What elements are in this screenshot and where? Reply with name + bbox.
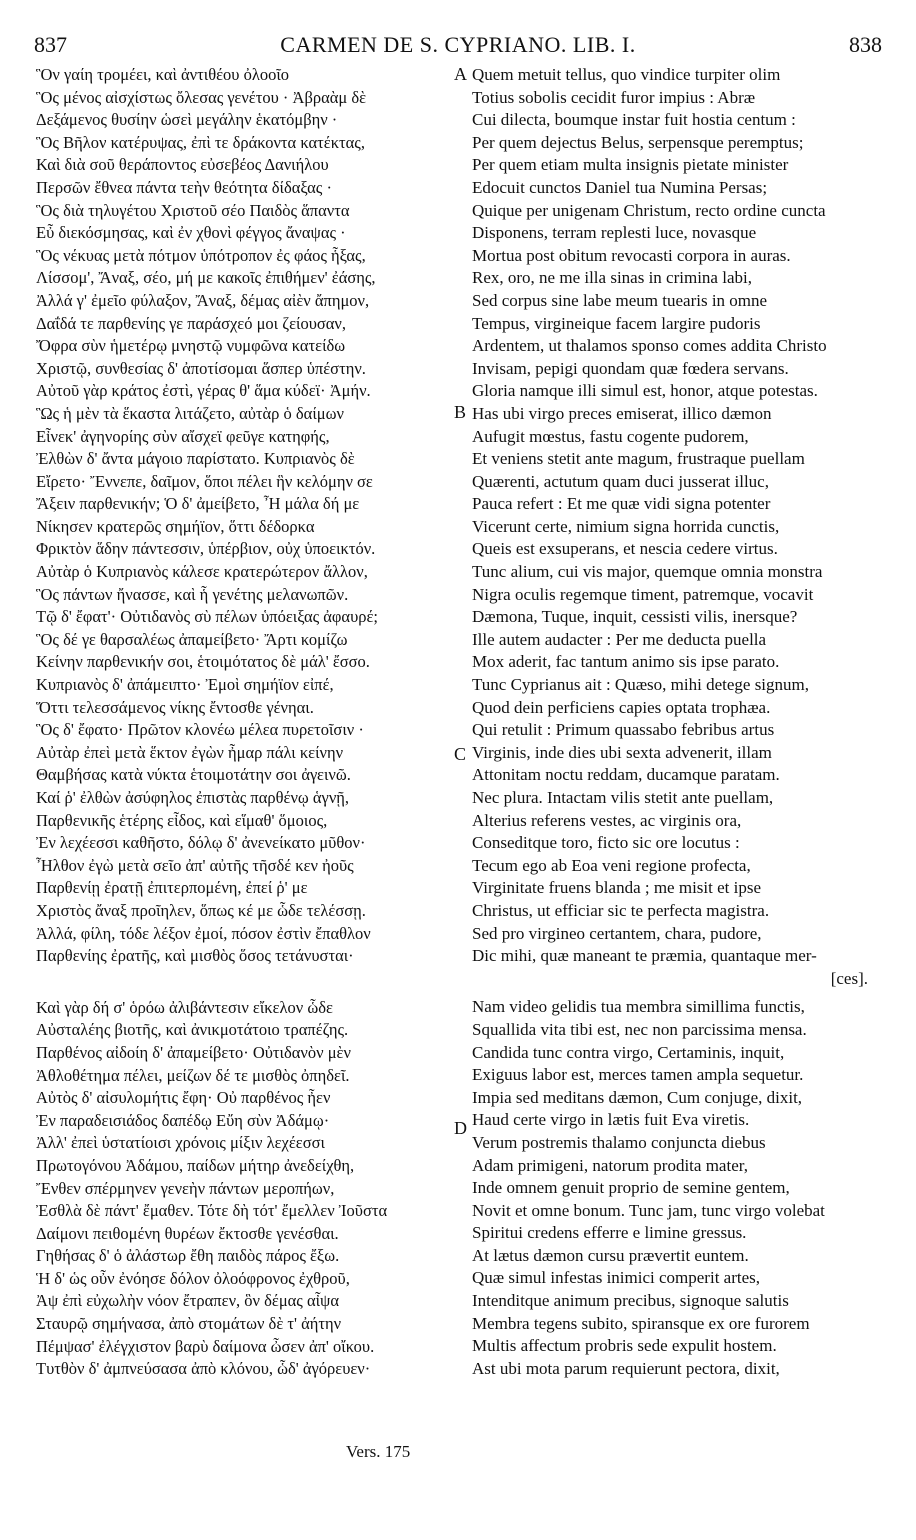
- section-marker-a: A: [454, 64, 467, 84]
- latin-verse-line: Impia sed meditans dæmon, Cum conjuge, dixit,: [472, 1087, 803, 1107]
- latin-verse-line: Exiguus labor est, merces tamen ampla sequetur.: [472, 1065, 804, 1085]
- page-header: [0, 24, 916, 58]
- latin-verse-line: Vicerunt certe, nimium signa horrida cunctis,: [472, 516, 780, 536]
- greek-verse-line: Ἀλλά, φίλη, τόδε λέξον ἐμοί, πόσον ἐστὶν ἔπαθλον: [36, 923, 371, 943]
- latin-verse-line: Conseditque toro, ficto sic ore locutus :: [472, 833, 740, 853]
- greek-verse-line: Αὐτὸς δ' αἰσυλομήτις ἔφη· Οὐ παρθένος ἦεν: [36, 1088, 331, 1108]
- latin-verse-line: Intenditque animum precibus, signoque salutis: [472, 1291, 789, 1311]
- greek-verse-line: Δεξάμενος θυσίην ὡσεὶ μεγάλην ἑκατόμβην ·: [36, 110, 338, 130]
- greek-verse-line: Ἡ δ' ὡς οὖν ἐνόησε δόλον ὀλοόφρονος ἐχθροῦ,: [36, 1268, 350, 1288]
- latin-verse-line: Quique per unigenam Christum, recto ordine cuncta: [472, 200, 826, 220]
- greek-verse-line: Ἀλλά γ' ἐμεῖο φύλαξον, Ἄναξ, δέμας αἰὲν ἄπημον,: [36, 290, 370, 310]
- greek-verse-line: Κυπριανὸς δ' ἀπάμειπτο· Ἐμοὶ σημήϊον εἰπέ,: [36, 675, 334, 695]
- latin-verse-line: Cui dilecta, boumque instar fuit hostia centum :: [472, 110, 796, 130]
- greek-verse-line: Ὃς νέκυας μετὰ πότμον ὑπότροπον ἐς φάος ἧξας,: [36, 245, 366, 265]
- latin-verse-line: Has ubi virgo preces emiserat, illico dæmon: [472, 403, 772, 423]
- greek-verse-line: Καὶ διὰ σοῦ θεράποντος εὐσεβέος Δανιήλου: [36, 155, 329, 175]
- greek-verse-line: Ὃς πάντων ἤνασσε, καὶ ἧ γενέτης μελανωπῶν.: [36, 584, 349, 604]
- page-number-right: 838: [849, 32, 882, 57]
- latin-carryover: [ces].: [830, 968, 868, 988]
- greek-verse-line: Εὖ διεκόσμησας, καὶ ἐν χθονὶ φέγγος ἄναψας ·: [36, 223, 346, 243]
- latin-verse-line: Mortua post obitum revocasti corpora in auras.: [472, 245, 791, 265]
- greek-verse-line: Πρωτογόνου Ἀδάμου, παίδων μήτηρ ἀνεδείχθη,: [36, 1155, 355, 1175]
- greek-verse-line: Ὃς Βῆλον κατέρυψας, ἐπὶ τε δράκοντα κατέκτας,: [36, 132, 365, 152]
- latin-verse-line: Quod dein perficiens capies optata trophæa.: [472, 697, 771, 717]
- latin-verse-line: Tempus, virgineique facem largire pudoris: [472, 313, 761, 333]
- section-marker-b: B: [454, 402, 467, 422]
- stanza-gap: [36, 968, 456, 997]
- latin-verse-line: Haud certe virgo in lætis fuit Eva viretis.: [472, 1110, 750, 1130]
- latin-verse-line: Quærenti, actutum quam duci jusserat illuc,: [472, 471, 769, 491]
- section-marker-c: C: [454, 744, 467, 764]
- latin-verse-line: Virginitate fruens blanda ; me misit et ipse: [472, 878, 762, 898]
- latin-verse-line: Adam primigeni, natorum prodita mater,: [472, 1155, 748, 1175]
- greek-verse-line: Τυτθὸν δ' ἀμπνεύσασα ἀπὸ κλόνου, ὧδ' ἀγόρευεν·: [36, 1359, 371, 1379]
- latin-verse-line: Edocuit cunctos Daniel tua Numina Persas;: [472, 177, 768, 197]
- latin-verse-line: Tecum ego ab Eoa veni regione profecta,: [472, 855, 751, 875]
- greek-verse-line: Ἐν λεχέεσσι καθῆστο, δόλῳ δ' ἀνενείκατο μῦθον·: [36, 833, 366, 853]
- greek-verse-line: Ἔνθεν σπέρμηνεν γενεὴν πάντων μεροπήων,: [36, 1178, 335, 1198]
- latin-verse-line: Spiritui credens efferre e limine gressus.: [472, 1223, 747, 1243]
- greek-verse-line: Καὶ γὰρ δή σ' ὁρόω ἀλιβάντεσιν εἴκελον ὧδε: [36, 997, 333, 1017]
- greek-verse-line: Ἀψ ἐπὶ εὐχωλὴν νόον ἔτραπεν, ὃν δέμας αἶψα: [36, 1291, 340, 1311]
- latin-verse-line: Queis est exsuperans, et nescia cedere virtus.: [472, 539, 778, 559]
- greek-verse-line: Φρικτὸν ἅδην πάντεσσιν, ὑπέρβιον, οὐχ ὑποεικτόν.: [36, 539, 376, 559]
- greek-verse-line: Ἀθλοθέτημα πέλει, μείζων δέ τε μισθὸς ὀπηδεῖ.: [36, 1065, 350, 1085]
- latin-verse-line: Mox aderit, fac tantum animo sis ipse parato.: [472, 652, 780, 672]
- latin-verse-line: Ardentem, ut thalamos sponso comes addita Christo: [472, 336, 827, 356]
- latin-verse-line: Totius sobolis cecidit furor impius : Abræ: [472, 87, 756, 107]
- running-title: CARMEN DE S. CYPRIANO. LIB. I.: [280, 32, 636, 57]
- greek-verse-line: Καί ῥ' ἐλθὼν ἀσύφηλος ἐπιστὰς παρθένῳ ἁγνῇ,: [36, 788, 350, 807]
- greek-verse-line: Πέμψασ' ἐλέγχιστον βαρὺ δαίμονα ὦσεν ἀπ' οἴκου.: [36, 1336, 375, 1356]
- greek-verse-line: Παρθενικῆς ἑτέρης εἶδος, καὶ εἵμαθ' ὅμοιος,: [36, 810, 328, 830]
- latin-verse-line: Squallida vita tibi est, nec non parcissima mensa.: [472, 1019, 807, 1039]
- section-marker-d: D: [454, 1118, 467, 1138]
- latin-verse-line: Quem metuit tellus, quo vindice turpiter olim: [472, 65, 781, 84]
- greek-verse-line: Αὐτὰρ ἐπεὶ μετὰ ἕκτον ἐγὼν ἦμαρ πάλι κείνην: [36, 742, 344, 762]
- latin-verse-line: Aufugit mœstus, fastu cogente pudorem,: [472, 426, 749, 446]
- greek-verse-line: Εἶνεκ' ἀγηνορίης σὺν αἴσχεϊ φεῦγε κατηφής,: [36, 426, 330, 446]
- greek-verse-line: Κείνην παρθενικήν σοι, ἑτοιμότατος δὲ μάλ' ἔσσο.: [36, 652, 370, 672]
- greek-verse-line: Δαίμονι πειθομένη θυρέων ἔκτοσθε γενέσθαι.: [36, 1223, 339, 1243]
- verse-number-footer: Vers. 175: [346, 1442, 411, 1461]
- greek-verse-line: Ἦλθον ἐγὼ μετὰ σεῖο ἀπ' αὐτῆς τῆσδέ κεν ἠοῦς: [36, 855, 354, 875]
- latin-verse-line: Nec plura. Intactam vilis stetit ante puellam,: [472, 788, 774, 807]
- greek-verse-line: Ἄξειν παρθενικήν; Ὁ δ' ἀμείβετο, Ἦ μάλα δή με: [36, 494, 360, 514]
- latin-verse-line: Quæ simul infestas inimici comperit artes,: [472, 1268, 761, 1288]
- latin-verse-line: Ast ubi mota parum requierunt pectora, dixit,: [472, 1358, 780, 1378]
- latin-verse-line: Nigra oculis regemque timent, patremque, vocavit: [472, 584, 814, 604]
- latin-column: [472, 64, 902, 1380]
- greek-verse-line: Γηθήσας δ' ὁ ἀλάστωρ ἔθη παιδὸς πάρος ἔξω.: [36, 1246, 340, 1266]
- greek-verse-line: Λίσσομ', Ἄναξ, σέο, μή με κακοῖς ἐπιθήμεν' ἐάσης,: [36, 268, 376, 288]
- latin-verse-line: Christus, ut efficiar sic te perfecta magistra.: [472, 900, 770, 920]
- page-number-left: 837: [34, 32, 67, 57]
- latin-verse-line: Qui retulit : Primum quassabo febribus artus: [472, 720, 775, 740]
- greek-verse-line: Ἐσθλὰ δὲ πάντ' ἔμαθεν. Τότε δὴ τότ' ἔμελλεν Ἰοῦστα: [36, 1201, 388, 1221]
- greek-verse-line: Αὐσταλέης βιοτῆς, καὶ ἀνικμοτάτοιο τραπέζης.: [36, 1020, 349, 1040]
- greek-verse-line: Ὃς μένος αἰσχίστως ὄλεσας γενέτου · Ἀβραὰμ δὲ: [36, 87, 367, 107]
- greek-verse-line: Ὃς δέ γε θαρσαλέως ἀπαμείβετο· Ἄρτι κομίζω: [36, 629, 348, 649]
- latin-verse-line: Dæmona, Tuque, inquit, cessisti vilis, inersque?: [472, 607, 798, 627]
- greek-verse-line: Χριστὸς ἄναξ προῖηλεν, ὅπως κέ με ὧδε τελέσσῃ.: [36, 900, 366, 920]
- greek-verse-line: Περσῶν ἔθνεα πάντα τεὴν θεότητα δίδαξας ·: [36, 177, 332, 197]
- greek-verse-line: Θαμβήσας κατὰ νύκτα ἑτοιμοτάτην σοι ἀγεινῶ.: [36, 765, 351, 785]
- greek-verse-line: Ὄφρα σὺν ἡμετέρῳ μνηστῷ νυμφῶνα κατείδω: [36, 336, 346, 356]
- greek-verse-line: Παρθένος αἰδοίη δ' ἀπαμείβετο· Οὐτιδανὸν μὲν: [36, 1042, 351, 1062]
- latin-verse-line: Multis affectum probris sede expulit hostem.: [472, 1336, 777, 1356]
- greek-column: [36, 64, 456, 1381]
- latin-verse-line: Virginis, inde dies ubi sexta advenerit, illam: [472, 742, 772, 762]
- greek-verse-line: Ἐν παραδεισιάδος δαπέδῳ Εὔη σὺν Ἀδάμῳ·: [36, 1110, 330, 1130]
- greek-verse-line: Ὣς ἡ μὲν τὰ ἕκαστα λιτάζετο, αὐτὰρ ὁ δαίμων: [36, 403, 344, 423]
- latin-verse-line: Disponens, terram replesti luce, novasque: [472, 223, 757, 243]
- latin-verse-line: Membra tegens subito, spiransque ex ore furorem: [472, 1313, 810, 1333]
- greek-verse-line: Παρθενίῃ ἐρατῇ ἐπιτερπομένη, ἐπεί ῥ' με: [36, 878, 308, 898]
- greek-verse-line: Ὃν γαίη τρομέει, καὶ ἀντιθέου ὀλοοῖο: [36, 65, 290, 84]
- greek-verse-line: Σταυρῷ σημήνασα, ἀπὸ στομάτων δὲ τ' ἀήτην: [36, 1314, 342, 1334]
- latin-verse-line: Verum postremis thalamo conjuncta diebus: [472, 1132, 766, 1152]
- greek-verse-line: Χριστῷ, συνθεσίας δ' ἀποτίσομαι ἅσπερ ὑπέστην.: [36, 358, 366, 378]
- latin-verse-line: Sed corpus sine labe meum tuearis in omne: [472, 290, 768, 310]
- greek-verse-line: Ἐλθὼν δ' ἄντα μάγοιο παρίστατο. Κυπριανὸς δὲ: [36, 449, 355, 469]
- latin-verse-line: Invisam, pepigi quondam quæ fœdera servans.: [472, 358, 789, 378]
- greek-verse-line: Εἴρετο· Ἔννεπε, δαῖμον, ὅποι πέλει ἣν κελόμην σε: [36, 471, 373, 491]
- latin-verse-line: Gloria namque illi simul est, honor, atque potestas.: [472, 381, 818, 401]
- latin-verse-line: Pauca refert : Et me quæ vidi signa potenter: [472, 494, 771, 514]
- latin-verse-line: At lætus dæmon cursu prævertit euntem.: [472, 1245, 749, 1265]
- greek-verse-line: Ὃς διὰ τηλυγέτου Χριστοῦ σέο Παιδὸς ἅπαντα: [36, 200, 350, 220]
- greek-verse-line: Ὃς δ' ἔφατο· Πρῶτον κλονέω μέλεα πυρετοῖσιν ·: [36, 720, 364, 740]
- latin-verse-line: Novit et omne bonum. Tunc jam, tunc virgo volebat: [472, 1200, 825, 1220]
- latin-verse-line: Ille autem audacter : Per me deducta puella: [472, 629, 767, 649]
- greek-verse-line: Παρθενίης ἐρατῆς, καὶ μισθὸς ὅσος τετάνυσται·: [36, 946, 354, 966]
- greek-verse-line: Δαΐδά τε παρθενίης γε παράσχεό μοι ζείουσαν,: [36, 313, 346, 333]
- latin-verse-line: Per quem dejectus Belus, serpensque peremptus;: [472, 132, 804, 152]
- latin-verse-line: Tunc alium, cui vis major, quemque omnia monstra: [472, 562, 823, 582]
- greek-verse-line: Τῷ δ' ἔφατ'· Οὐτιδανὸς σὺ πέλων ὑπόειξας ἀφαυρέ;: [36, 607, 378, 627]
- latin-verse-line: Inde omnem genuit proprio de semine gentem,: [472, 1178, 790, 1198]
- latin-verse-line: Per quem etiam multa insignis pietate minister: [472, 155, 789, 175]
- greek-verse-line: Ἀλλ' ἐπεὶ ὑστατίοισι χρόνοις μίξιν λεχέεσσι: [36, 1133, 325, 1153]
- latin-verse-line: Alterius referens vestes, ac virginis ora,: [472, 810, 742, 830]
- latin-verse-line: Nam video gelidis tua membra simillima functis,: [472, 997, 805, 1017]
- latin-verse-line: Candida tunc contra virgo, Certaminis, inquit,: [472, 1042, 785, 1062]
- greek-verse-line: Αὐτοῦ γὰρ κράτος ἐστὶ, γέρας θ' ἅμα κύδεϊ· Ἀμήν.: [36, 381, 371, 401]
- latin-verse-line: Tunc Cyprianus ait : Quæso, mihi detege signum,: [472, 675, 810, 695]
- greek-verse-line: Αὐτὰρ ὁ Κυπριανὸς κάλεσε κρατερώτερον ἄλλον,: [36, 562, 368, 582]
- greek-verse-line: Ὅττι τελεσσάμενος νίκης ἔντοσθε γένηαι.: [36, 697, 314, 717]
- latin-verse-line: Rex, oro, ne me illa sinas in crimina labi,: [472, 268, 752, 288]
- latin-verse-line: Et veniens stetit ante magum, frustraque puellam: [472, 449, 805, 469]
- latin-verse-line: Attonitam noctu reddam, ducamque paratam.: [472, 765, 780, 785]
- latin-verse-line: Dic mihi, quæ maneant te præmia, quantaque mer-: [472, 946, 817, 966]
- greek-verse-line: Νίκησεν κρατερῶς σημήϊον, ὅττι δέδορκα: [36, 516, 315, 536]
- latin-verse-line: Sed pro virgineo certantem, chara, pudore,: [472, 923, 762, 943]
